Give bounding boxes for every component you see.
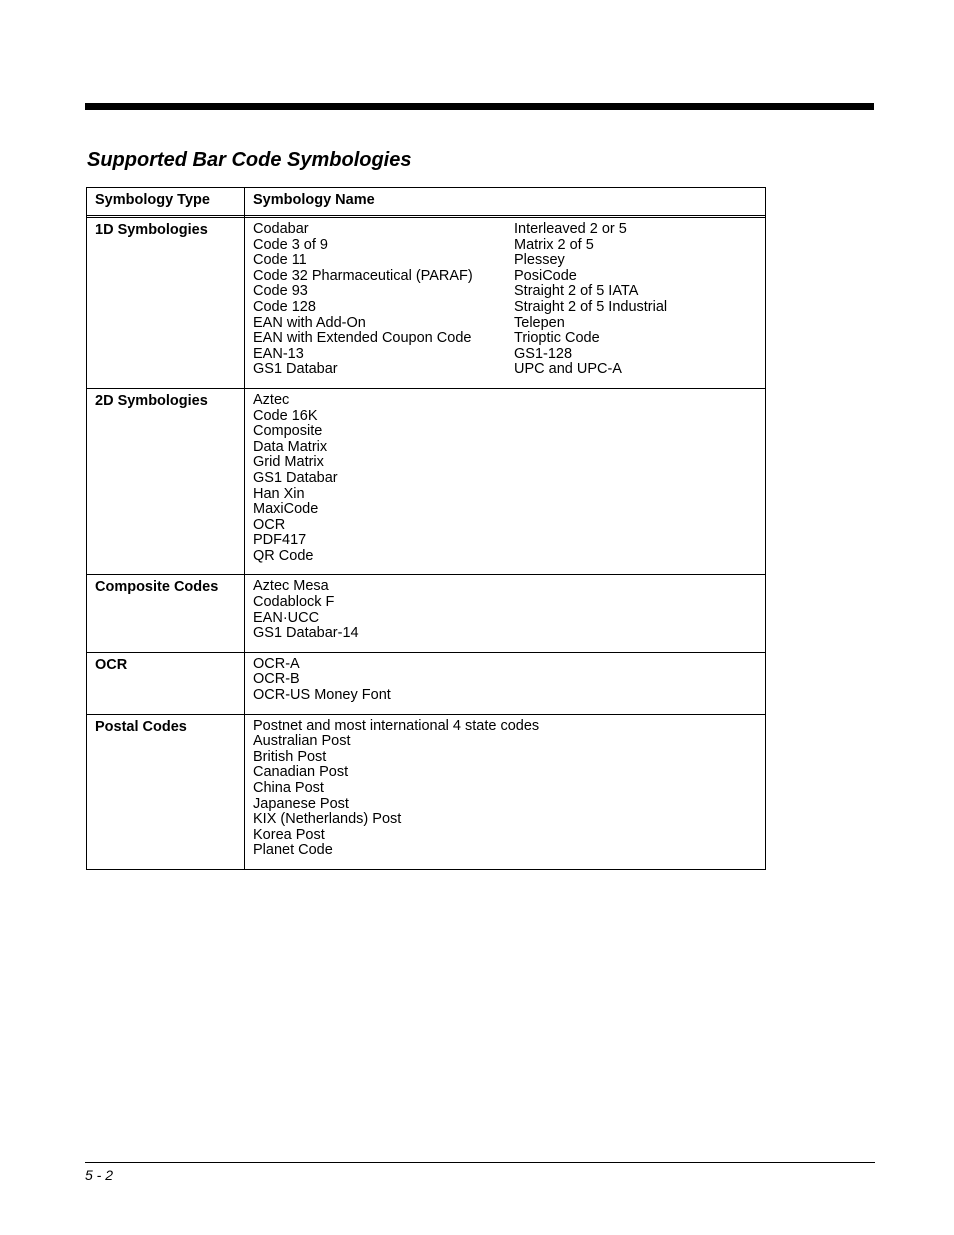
list-item: EAN with Extended Coupon Code	[253, 330, 472, 347]
list-item: Aztec	[253, 391, 290, 408]
table-row	[87, 388, 766, 575]
list-item: Matrix 2 of 5	[514, 236, 594, 253]
list-item: GS1 Databar	[253, 469, 338, 486]
list-item: GS1 Databar	[253, 361, 338, 378]
table-row	[87, 575, 766, 652]
bottom-rule	[85, 1162, 875, 1163]
table-row	[87, 652, 766, 714]
symbology-name-list	[253, 579, 757, 641]
list-item: Trioptic Code	[514, 330, 600, 347]
table-row	[87, 218, 766, 389]
list-item: British Post	[253, 748, 327, 765]
table-row	[87, 714, 766, 869]
list-item: EAN-13	[253, 345, 304, 362]
list-item: KIX (Netherlands) Post	[253, 811, 402, 828]
list-item: Grid Matrix	[253, 454, 324, 471]
list-item: Interleaved 2 or 5	[514, 221, 627, 237]
symbology-type-cell: Postal Codes	[87, 714, 245, 869]
list-item: Data Matrix	[253, 438, 328, 455]
symbology-name-cell	[245, 218, 766, 389]
list-item: Straight 2 of 5 IATA	[514, 283, 639, 300]
list-item: EAN with Add-On	[253, 314, 366, 331]
list-item: Canadian Post	[253, 764, 349, 781]
list-item: Code 16K	[253, 407, 318, 424]
list-item: UPC and UPC-A	[514, 361, 622, 378]
list-item: PosiCode	[514, 267, 577, 284]
list-item: Planet Code	[253, 842, 333, 859]
list-item: Code 93	[253, 283, 308, 300]
list-item: MaxiCode	[253, 501, 319, 518]
symbology-name-cell	[245, 575, 766, 652]
symbology-name-list	[253, 393, 757, 565]
list-item: OCR	[253, 516, 286, 533]
list-item: OCR-B	[253, 671, 300, 688]
symbology-name-list	[253, 657, 757, 704]
symbology-name-cell	[245, 388, 766, 575]
list-item: Japanese Post	[253, 795, 349, 812]
list-item: Telepen	[514, 314, 565, 331]
list-item: Korea Post	[253, 826, 325, 843]
list-item: GS1 Databar-14	[253, 625, 359, 642]
list-item: Code 32 Pharmaceutical (PARAF)	[253, 267, 473, 284]
list-item: China Post	[253, 780, 324, 796]
symbology-type-cell: OCR	[87, 652, 245, 714]
list-item: Composite	[253, 423, 323, 440]
list-item: Codablock F	[253, 594, 335, 611]
top-rule	[85, 103, 874, 110]
list-item: EAN·UCC	[253, 609, 320, 626]
table-body	[87, 218, 766, 870]
two-column-list	[253, 222, 757, 378]
symbology-type-cell: Composite Codes	[87, 575, 245, 652]
list-item: Postnet and most international 4 state codes	[253, 717, 540, 734]
symbology-type-cell: 1D Symbologies	[87, 218, 245, 389]
list-item: Australian Post	[253, 733, 351, 750]
symbology-table	[86, 187, 766, 870]
list-item: OCR-US Money Font	[253, 687, 391, 704]
symbology-name-list	[253, 222, 514, 378]
table-header-row	[87, 188, 766, 216]
symbology-name-cell	[245, 714, 766, 869]
list-item: QR Code	[253, 547, 314, 564]
list-item: GS1-128	[514, 345, 573, 362]
list-item: Code 128	[253, 298, 316, 315]
symbology-type-cell: 2D Symbologies	[87, 388, 245, 575]
page-heading: Supported Bar Code Symbologies	[87, 149, 412, 171]
header-symbology-name: Symbology Name	[245, 188, 766, 216]
list-item: Aztec Mesa	[253, 578, 329, 595]
list-item: PDF417	[253, 532, 307, 549]
page-number: 5 - 2	[85, 1167, 114, 1183]
list-item: Code 11	[253, 252, 307, 269]
symbology-name-cell	[245, 652, 766, 714]
list-item: Code 3 of 9	[253, 236, 328, 253]
symbology-name-list	[253, 719, 757, 859]
list-item: Plessey	[514, 252, 565, 269]
list-item: Han Xin	[253, 485, 305, 502]
symbology-name-list	[514, 222, 667, 378]
list-item: OCR-A	[253, 655, 300, 672]
header-symbology-type: Symbology Type	[87, 188, 245, 216]
list-item: Straight 2 of 5 Industrial	[514, 298, 668, 315]
list-item: Codabar	[253, 221, 309, 237]
